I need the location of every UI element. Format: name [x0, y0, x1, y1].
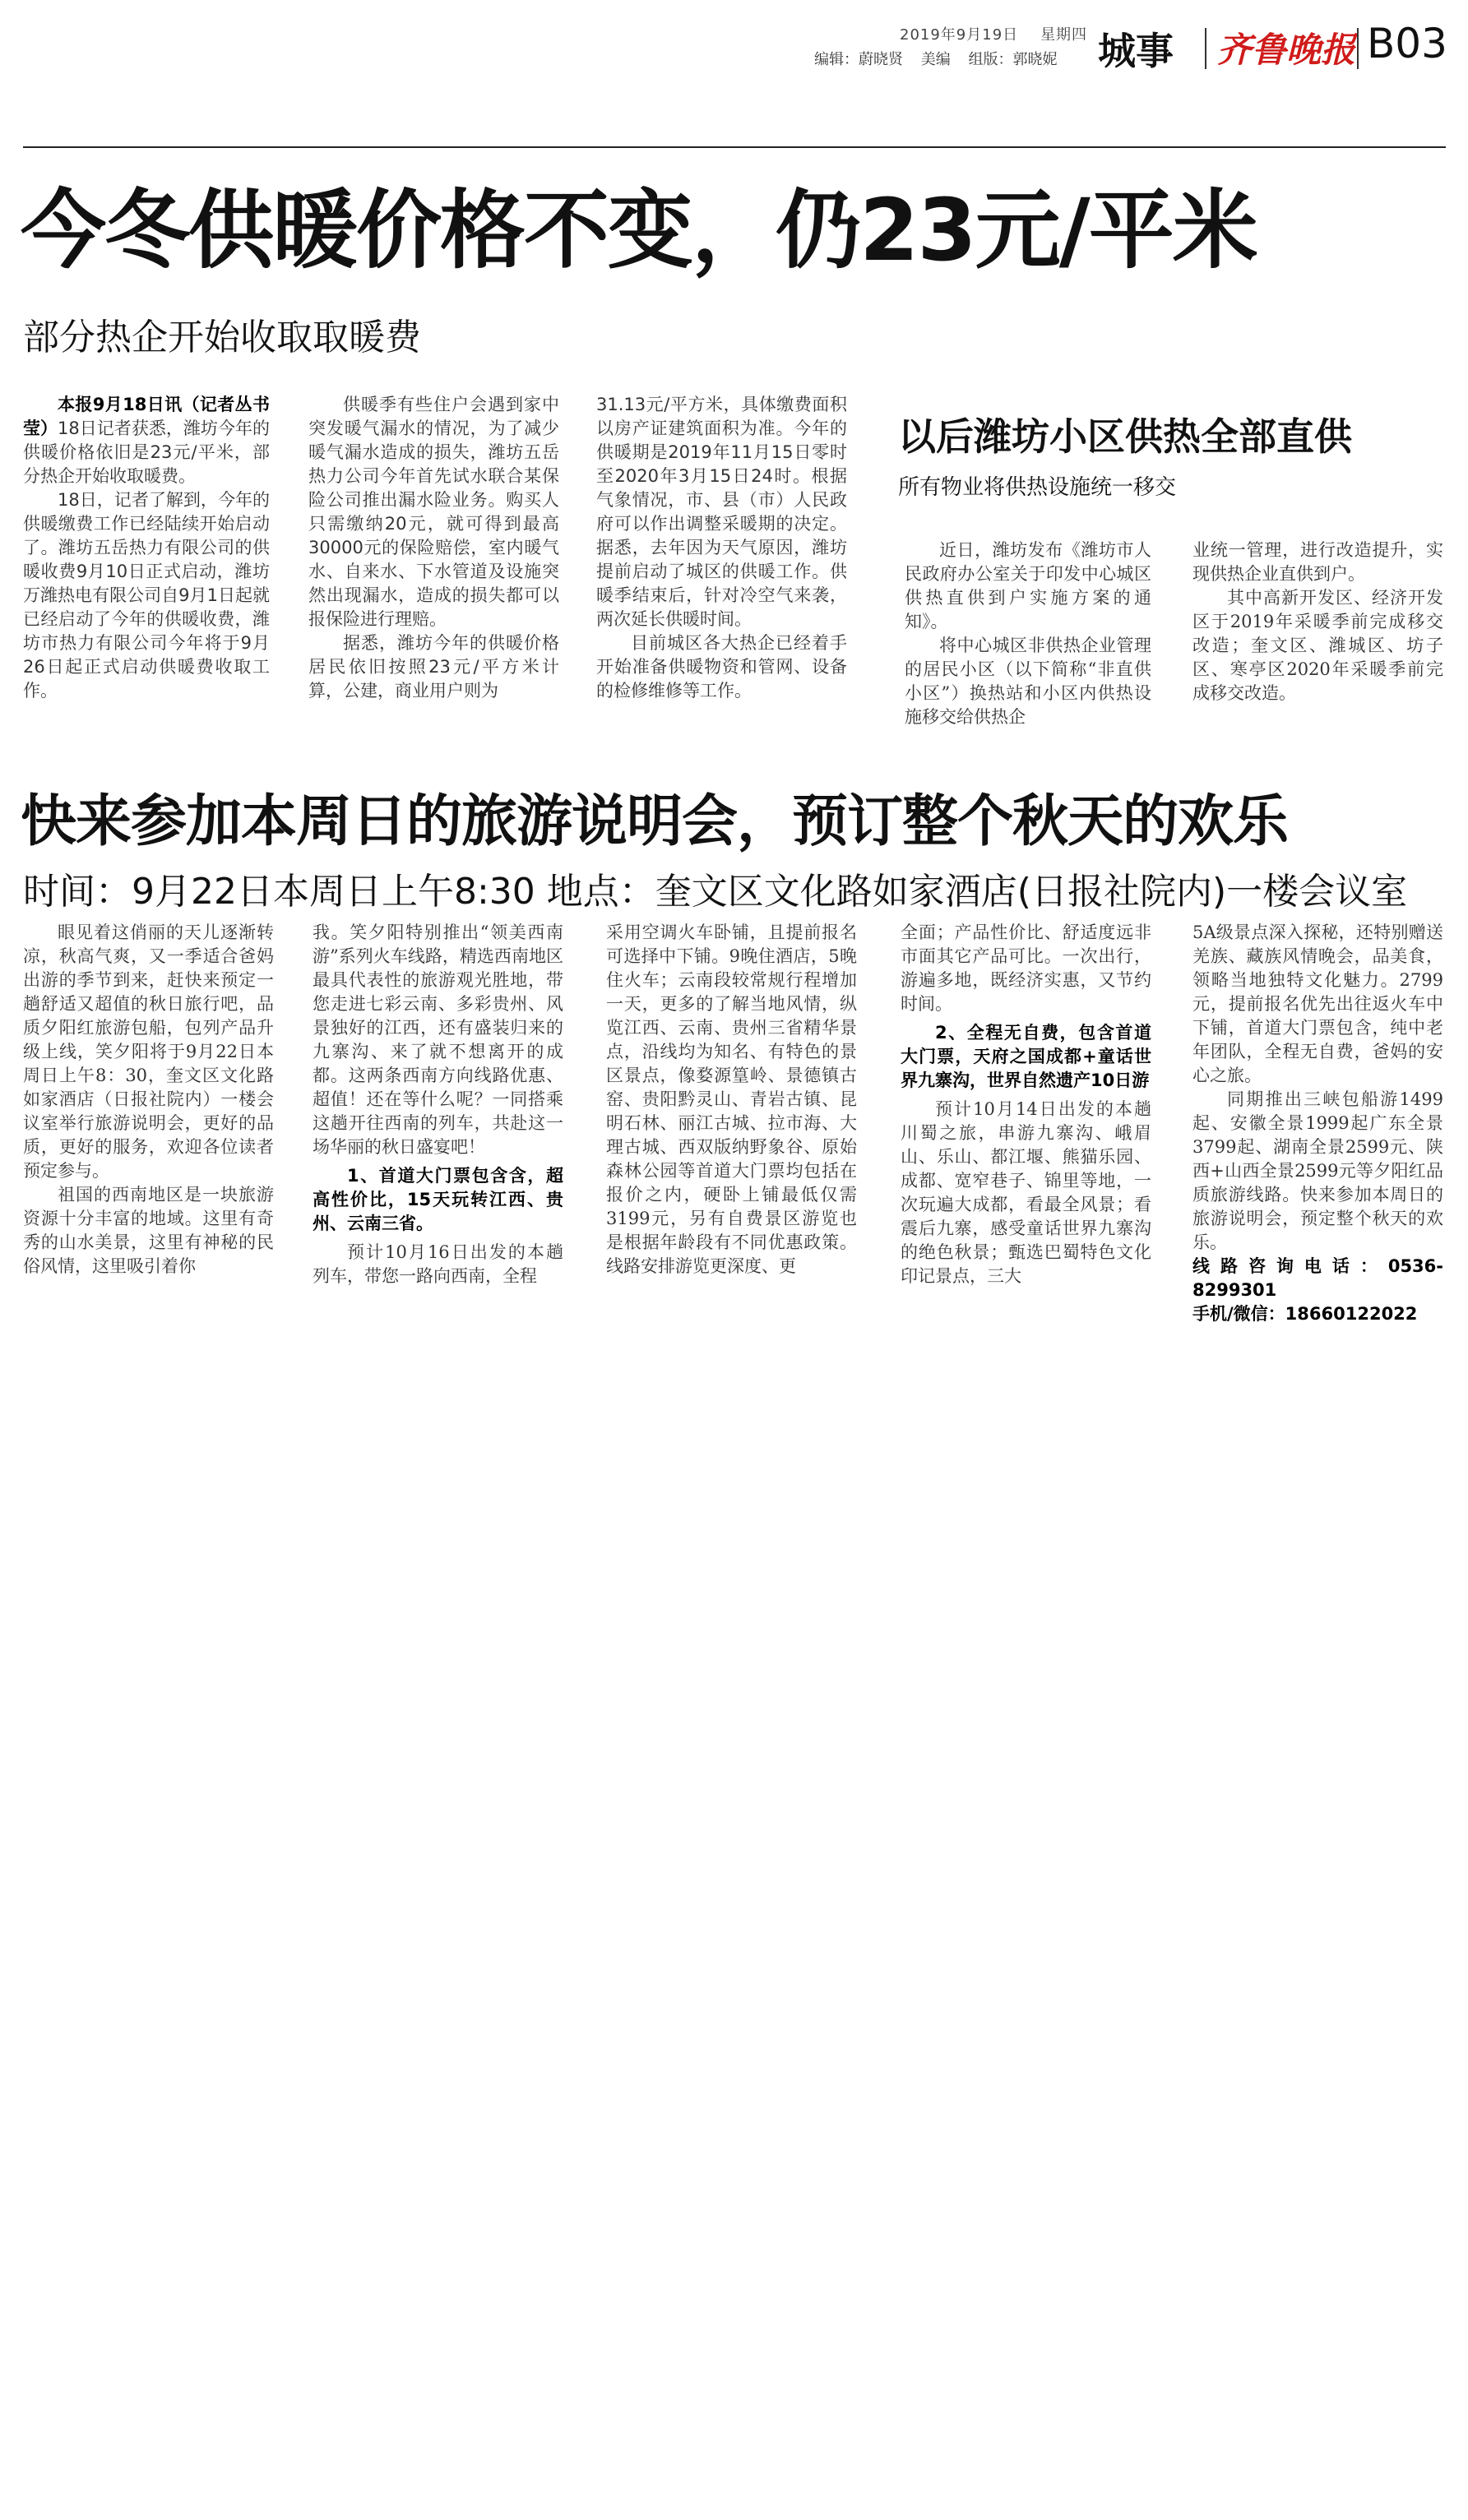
story2-column-3	[606, 921, 857, 1278]
header-credits	[814, 48, 1070, 69]
header-divider	[1205, 28, 1206, 69]
sidebar-paragraph: 业统一管理，进行改造提升，实现供热企业直供到户。	[1192, 540, 1443, 584]
story1-paragraph: 31.13元/平方米，具体缴费面积以房产证建筑面积为准。今年的供暖期是2019年11月15日零时至2020年3月15日24时。根据气象情况，市、县（市）人民政府可以作出调整采暖期的决定。据悉，去年因为天气原因，潍坊提前启动了城区的供暖工作。供暖季结束后，针对冷空气来袭，两次延长供暖时间。	[596, 395, 847, 629]
story2-paragraph: 祖国的西南地区是一块旅游资源十分丰富的地域。这里有奇秀的山水美景，这里有神秘的民俗风情，这里吸引着你	[23, 1185, 274, 1276]
newspaper-logo: 齐鲁晚报	[1217, 30, 1356, 70]
sidebar-paragraph: 近日，潍坊发布《潍坊市人民政府办公室关于印发中心城区供热直供到户实施方案的通知》。	[905, 540, 1151, 631]
story2-paragraph: 预计10月14日出发的本趟川蜀之旅，串游九寨沟、峨眉山、乐山、都江堰、熊猫乐园、成都、宽窄巷子、锦里等地，一次玩遍大成都，看最全风景；看震后九寨，感受童话世界九寨沟的绝色秋景；甄选巴蜀特色文化印记景点，三大	[901, 1099, 1151, 1286]
art-credit: 美编	[920, 51, 951, 68]
story1-dateline: 本报9月18日讯（记者丛书莹）	[23, 395, 270, 438]
contact-phone: 线路咨询电话：0536-8299301	[1192, 1256, 1443, 1300]
story2-paragraph: 同期推出三峡包船游1499起、安徽全景1999起广东全景3799起、湖南全景2599元、陕西+山西全景2599元等夕阳红品质旅游线路。快来参加本周日的旅游说明会，预定整个秋天的欢乐。	[1192, 1089, 1443, 1252]
story2-event-info: 时间：9月22日本周日上午8:30 地点：奎文区文化路如家酒店(日报社院内)一楼会议室	[23, 871, 1408, 913]
story2-subhead-2: 2、全程无自费，包含首道大门票，天府之国成都+童话世界九寨沟，世界自然遗产10日游	[901, 1023, 1151, 1090]
story2-column-4	[901, 921, 1151, 1288]
story2-column-1	[23, 921, 274, 1278]
header-rule	[23, 146, 1446, 148]
story2-paragraph: 采用空调火车卧铺，且提前报名可选择中下铺。9晚住酒店，5晚住火车；云南段较常规行程增加一天，更多的了解当地风情，纵览江西、云南、贵州三省精华景点，沿线均为知名、有特色的景区景点，像婺源篁岭、景德镇古窑、贵阳黔灵山、青岩古镇、昆明石林、丽江古城、拉市海、大理古城、西双版纳野象谷、原始森林公园等首道大门票均包括在报价之内，硬卧上铺最低仅需3199元，另有自费景区游览也是根据年龄段有不同优惠政策。线路安排游览更深度、更	[606, 922, 857, 1276]
header-divider	[1357, 28, 1359, 69]
story1-headline: 今冬供暖价格不变，仍23元/平米	[21, 180, 1257, 280]
section-title: 城事	[1098, 29, 1174, 73]
header-date	[900, 23, 1087, 44]
story2-headline: 快来参加本周日的旅游说明会，预订整个秋天的欢乐	[21, 789, 1289, 854]
story1-column-2	[308, 393, 559, 703]
story2-paragraph: 预计10月16日出发的本趟列车，带您一路向西南，全程	[313, 1242, 563, 1286]
story2-subhead-1: 1、首道大门票包含含，超高性价比，15天玩转江西、贵州、云南三省。	[313, 1166, 563, 1233]
story2-paragraph: 5A级景点深入探秘，还特别赠送羌族、藏族风情晚会，品美食，领略当地独特文化魅力。2799元，提前报名优先出往返火车中下铺，首道大门票包含，纯中老年团队，全程无自费，爸妈的安心之旅。	[1192, 922, 1443, 1085]
story2-paragraph: 全面；产品性价比、舒适度远非市面其它产品可比。一次出行，游遍多地，既经济实惠，又节约时间。	[901, 922, 1151, 1014]
page-number: B03	[1367, 20, 1447, 67]
story1-column-3	[596, 393, 847, 703]
story2-column-5	[1192, 921, 1443, 1326]
weekday-text: 星期四	[1040, 26, 1088, 44]
sidebar-headline: 以后潍坊小区供热全部直供	[898, 414, 1352, 459]
story1-paragraph	[23, 393, 270, 488]
sidebar-paragraph: 其中高新开发区、经济开发区于2019年采暖季前完成移交改造；奎文区、潍城区、坊子区、寒亭区2020年采暖季前完成移交改造。	[1192, 588, 1443, 703]
editor-credit: 编辑：蔚晓贤	[814, 51, 903, 68]
contact-mobile: 手机/微信：18660122022	[1192, 1304, 1418, 1324]
story1-paragraph: 据悉，潍坊今年的供暖价格居民依旧按照23元/平方米计算，公建，商业用户则为	[308, 633, 559, 701]
story1-paragraph: 18日，记者了解到，今年的供暖缴费工作已经陆续开始启动了。潍坊五岳热力有限公司的供暖收费9月10日正式启动，潍坊万潍热电有限公司自9月1日起就已经启动了今年的供暖收费，潍坊市热力有限公司今年将于9月26日起正式启动供暖费收取工作。	[23, 490, 270, 701]
story2-column-2	[313, 921, 563, 1288]
story1-deck: 部分热企开始收取取暖费	[23, 317, 421, 358]
story2-paragraph: 我。笑夕阳特别推出“领美西南游”系列火车线路，精选西南地区最具代表性的旅游观光胜地，带您走进七彩云南、多彩贵州、风景独好的江西，还有盛装归来的九寨沟、来了就不想离开的成都。这两条西南方向线路优惠、超值！还在等什么呢？一同搭乘这趟开往西南的列车，共赴这一场华丽的秋日盛宴吧！	[313, 922, 563, 1157]
date-text: 2019年9月19日	[900, 26, 1019, 44]
layout-credit: 组版：郭晓妮	[968, 51, 1058, 68]
story1-column-1	[23, 393, 270, 703]
sidebar-column-2	[1192, 539, 1443, 705]
story1-paragraph: 供暖季有些住户会遇到家中突发暖气漏水的情况，为了减少暖气漏水造成的损失，潍坊五岳热力公司今年首先试水联合某保险公司推出漏水险业务。购买人只需缴纳20元，就可得到最高30000元的保险赔偿，室内暖气水、自来水、下水管道及设施突然出现漏水，造成的损失都可以报保险进行理赔。	[308, 395, 559, 629]
story1-paragraph: 目前城区各大热企已经着手开始准备供暖物资和管网、设备的检修维修等工作。	[596, 633, 847, 701]
sidebar-deck: 所有物业将供热设施统一移交	[898, 475, 1177, 500]
sidebar-paragraph: 将中心城区非供热企业管理的居民小区（以下简称“非直供小区”）换热站和小区内供热设施移交给供热企	[905, 636, 1151, 727]
story2-paragraph: 眼见着这俏丽的天儿逐渐转凉，秋高气爽，又一季适合爸妈出游的季节到来，赶快来预定一趟舒适又超值的秋日旅行吧，品质夕阳红旅游包船，包列产品升级上线，笑夕阳将于9月22日本周日上午8：30，奎文区文化路如家酒店（日报社院内）一楼会议室举行旅游说明会，更好的品质，更好的服务，欢迎各位读者预定参与。	[23, 922, 274, 1181]
sidebar-column-1	[905, 539, 1151, 729]
story1-text: 18日记者获悉，潍坊今年的供暖价格依旧是23元/平米，部分热企开始收取暖费。	[23, 418, 270, 486]
